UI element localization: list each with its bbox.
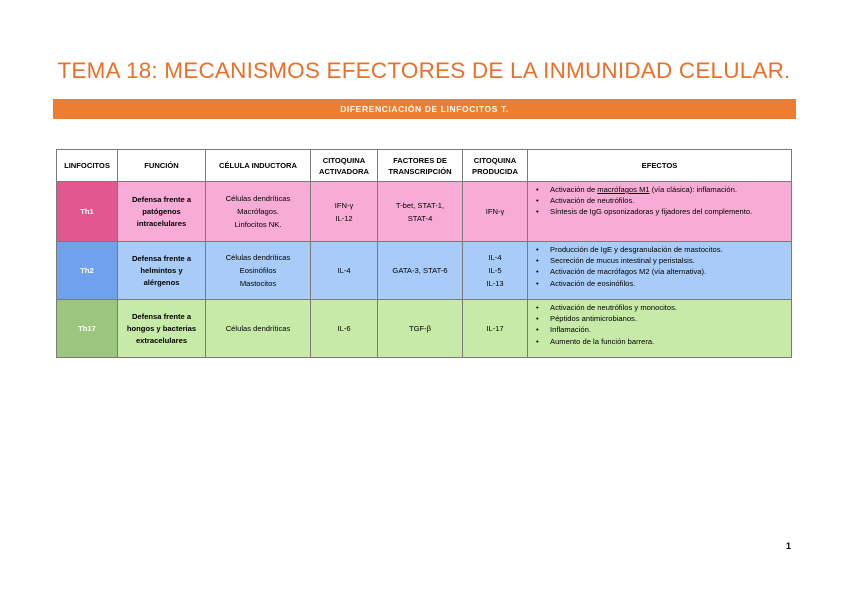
cell-funcion: Defensa frente a hongos y bacterias extracelulares [118, 300, 206, 358]
cell-efectos [528, 300, 792, 358]
header-efectos: EFECTOS [528, 150, 792, 182]
table-row-th2 [57, 242, 792, 300]
list-item: • Activación de eosinófilos. [534, 278, 787, 289]
header-citoquina-activadora: CITOQUINA ACTIVADORA [311, 150, 378, 182]
cell-factores: TGF-β [378, 300, 463, 358]
list-item: • Activación de neutrófilos. [534, 195, 787, 206]
cell-celula-inductora: Células dendríticas [206, 300, 311, 358]
list-item: • Aumento de la función barrera. [534, 336, 787, 347]
header-celula-inductora: CÉLULA INDUCTORA [206, 150, 311, 182]
cell-factores: GATA-3, STAT-6 [378, 242, 463, 300]
table-row-th1 [57, 182, 792, 242]
cell-citoquina-activadora: IL-4 [311, 242, 378, 300]
list-item: • Producción de IgE y desgranulación de mastocitos. [534, 244, 787, 255]
header-factores-transcripcion: FACTORES DE TRANSCRIPCIÓN [378, 150, 463, 182]
cell-factores: T-bet, STAT-1, STAT-4 [378, 182, 463, 242]
page-title: TEMA 18: MECANISMOS EFECTORES DE LA INMUNIDAD CELULAR. [57, 58, 791, 83]
lymphocyte-differentiation-table [56, 149, 792, 358]
list-item: • Activación de macrófagos M2 (vía alternativa). [534, 266, 787, 277]
cell-linfocito: Th17 [57, 300, 118, 358]
cell-funcion: Defensa frente a patógenos intracelulares [118, 182, 206, 242]
cell-linfocito: Th1 [57, 182, 118, 242]
header-linfocitos: LINFOCITOS [57, 150, 118, 182]
cell-citoquina-activadora: IFN-γ IL-12 [311, 182, 378, 242]
cell-citoquina-activadora: IL-6 [311, 300, 378, 358]
cell-linfocito: Th2 [57, 242, 118, 300]
table-header-row [57, 150, 792, 182]
header-citoquina-producida: CITOQUINA PRODUCIDA [463, 150, 528, 182]
section-banner: DIFERENCIACIÓN DE LINFOCITOS T. [53, 99, 796, 119]
cell-citoquina-producida: IFN-γ [463, 182, 528, 242]
list-item: • Péptidos antimicrobianos. [534, 313, 787, 324]
cell-efectos [528, 182, 792, 242]
list-item: • Activación de neutrófilos y monocitos. [534, 302, 787, 313]
cell-celula-inductora: Células dendríticas Eosinófilos Mastocitos [206, 242, 311, 300]
cell-citoquina-producida: IL-4 IL-5 IL-13 [463, 242, 528, 300]
list-item: • Activación de macrófagos M1 (vía clásica): inflamación. [534, 184, 787, 195]
list-item: • Secreción de mucus intestinal y peristalsis. [534, 255, 787, 266]
page-number: 1 [786, 541, 792, 551]
table-row-th17 [57, 300, 792, 358]
header-funcion: FUNCIÓN [118, 150, 206, 182]
list-item: • Inflamación. [534, 324, 787, 335]
cell-funcion: Defensa frente a helmintos y alérgenos [118, 242, 206, 300]
cell-citoquina-producida: IL-17 [463, 300, 528, 358]
cell-efectos [528, 242, 792, 300]
cell-celula-inductora: Células dendríticas Macrófagos. Linfocitos NK. [206, 182, 311, 242]
list-item: • Síntesis de IgG opsonizadoras y fijadores del complemento. [534, 206, 787, 217]
